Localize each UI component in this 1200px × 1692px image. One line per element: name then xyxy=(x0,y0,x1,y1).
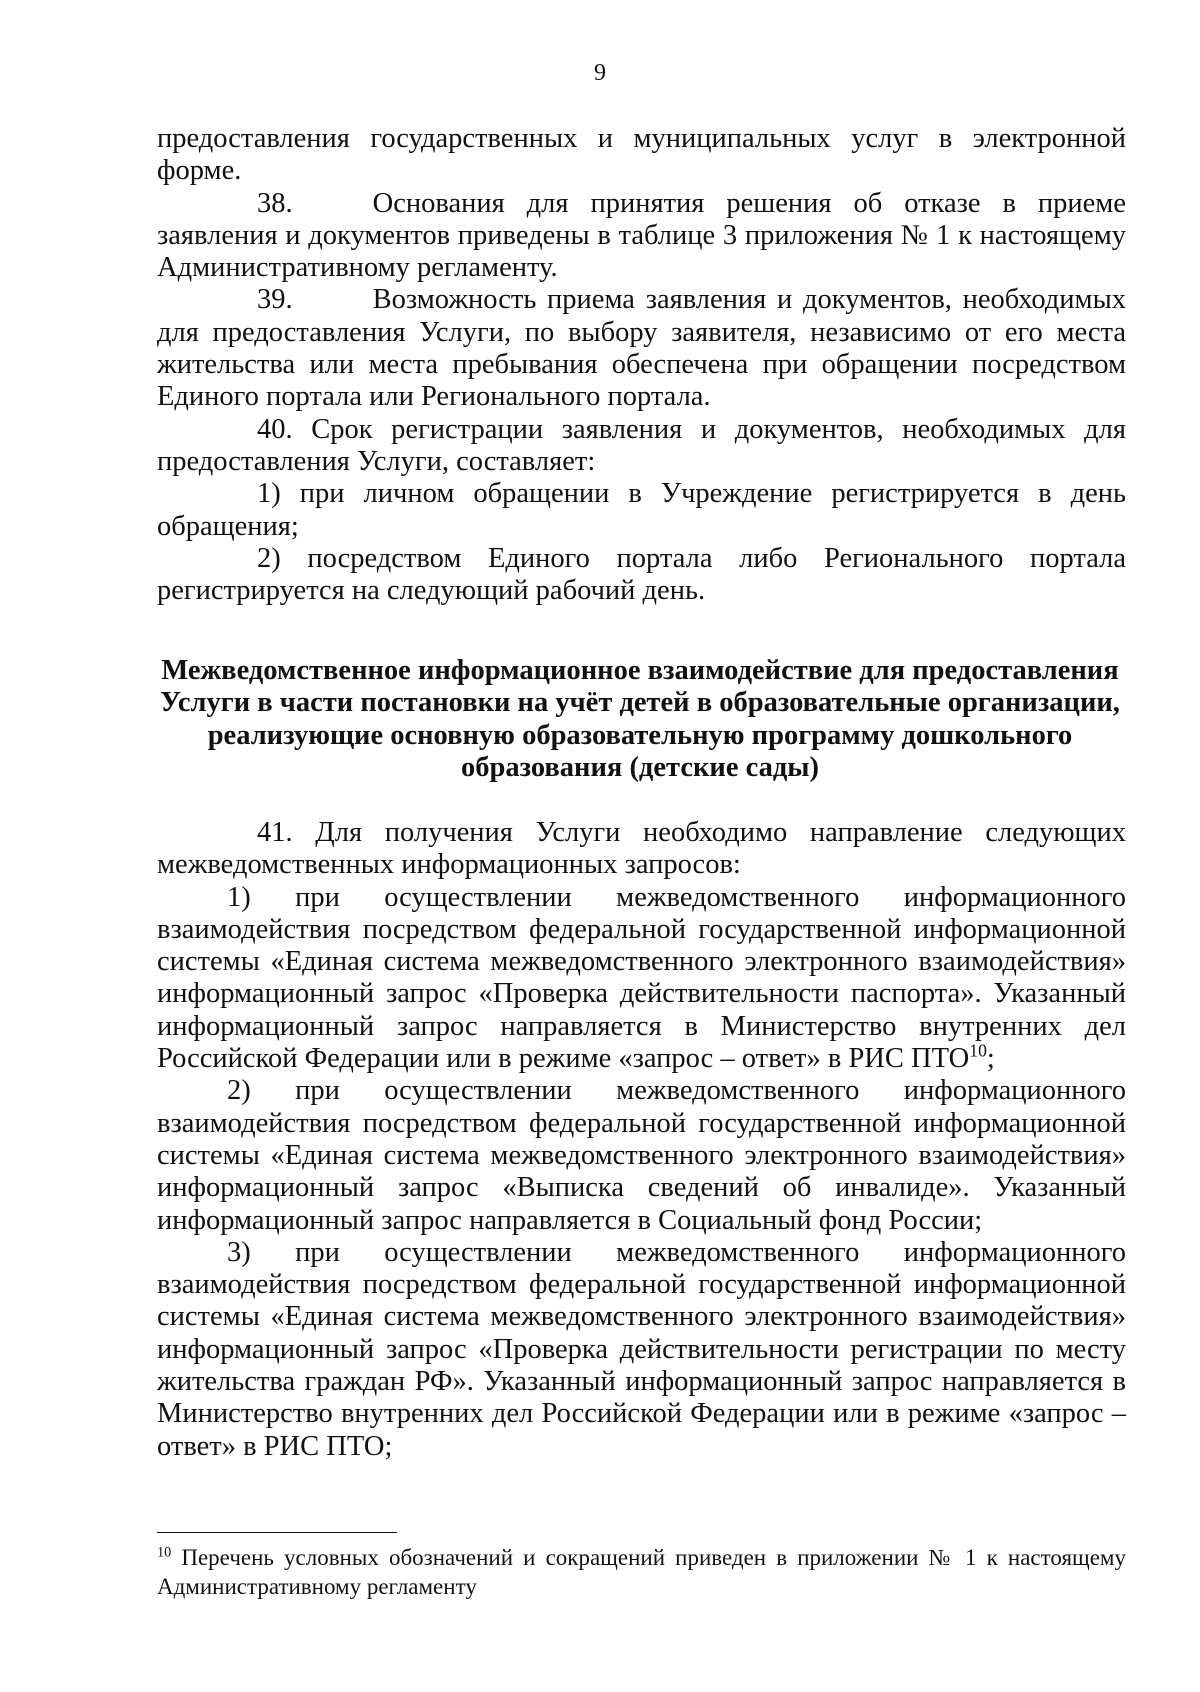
section-heading xyxy=(140,655,1140,784)
paragraph-38 xyxy=(157,188,1126,285)
document-body-top xyxy=(157,123,1126,607)
list-item-41-2: 2) при осуществлении межведомственного информационного взаимодействия посредством федеральной государственной информационной системы «Единая система межведомственного электронного взаимодействия» информационный запрос «Выписка сведений об инвалиде». Указанный информационный запрос направляется в Социальный фонд России; xyxy=(157,1075,1126,1236)
paragraph-39 xyxy=(157,284,1126,413)
footnote-separator xyxy=(157,1532,397,1533)
footnote-reference[interactable]: 10 xyxy=(969,1040,987,1061)
list-item-40-2: 2) посредством Единого портала либо Регионального портала регистрируется на следующий рабочий день. xyxy=(157,542,1126,607)
section-heading-line: Услуги в части постановки на учёт детей в образовательные организации, xyxy=(160,687,1120,719)
paragraph-41: 41. Для получения Услуги необходимо направление следующих межведомственных информационных запросов: xyxy=(157,817,1126,881)
paragraph-40: 40. Срок регистрации заявления и документов, необходимых для предоставления Услуги, составляет: xyxy=(157,413,1126,477)
section-heading-line: образования (детские сады) xyxy=(460,751,820,783)
page-number: 9 xyxy=(594,60,606,86)
list-item-40-1: 1) при личном обращении в Учреждение регистрируется в день обращения; xyxy=(157,478,1126,542)
section-heading-line: реализующие основную образовательную программу дошкольного xyxy=(207,719,1073,751)
footnote-text: Перечень условных обозначений и сокращений приведен в приложении № 1 к настоящему Административному регламенту xyxy=(157,1545,1126,1599)
list-item-tail: ; xyxy=(986,1043,995,1075)
footnote-marker: 10 xyxy=(157,1544,172,1561)
document-body-bottom xyxy=(157,817,1126,1463)
footnote xyxy=(157,1543,1126,1601)
list-item-41-1 xyxy=(157,882,1126,1076)
paragraph-number: 39. xyxy=(257,284,293,316)
list-item-text: 1) при осуществлении межведомственного информационного взаимодействия посредством федеральной государственной информационной системы «Единая система межведомственного электронного взаимодействия» информационный запрос «Проверка действительности паспорта». Указанный информационный запрос направляется в Министерство внутренних дел Российской Федерации или в режиме «запрос – ответ» в РИС ПТО xyxy=(157,881,1126,1075)
section-heading-line: Межведомственное информационное взаимодействие для предоставления xyxy=(161,655,1119,686)
list-item-41-3: 3) при осуществлении межведомственного информационного взаимодействия посредством федеральной государственной информационной системы «Единая система межведомственного электронного взаимодействия» информационный запрос «Проверка действительности регистрации по месту жительства граждан РФ». Указанный информационный запрос направляется в Министерство внутренних дел Российской Федерации или в режиме «запрос – ответ» в РИС ПТО; xyxy=(157,1236,1126,1462)
paragraph-continuation: предоставления государственных и муниципальных услуг в электронной форме. xyxy=(157,123,1126,187)
paragraph-text: Основания для принятия решения об отказе в приеме заявления и документов приведены в таблице 3 приложения № 1 к настоящему Административному регламенту. xyxy=(157,187,1126,284)
paragraph-text: Возможность приема заявления и документов, необходимых для предоставления Услуги, по выбору заявителя, независимо от его места жительства или места пребывания обеспечена при обращении посредством Единого портала или Регионального портала. xyxy=(157,284,1126,413)
paragraph-number: 38. xyxy=(257,187,293,219)
